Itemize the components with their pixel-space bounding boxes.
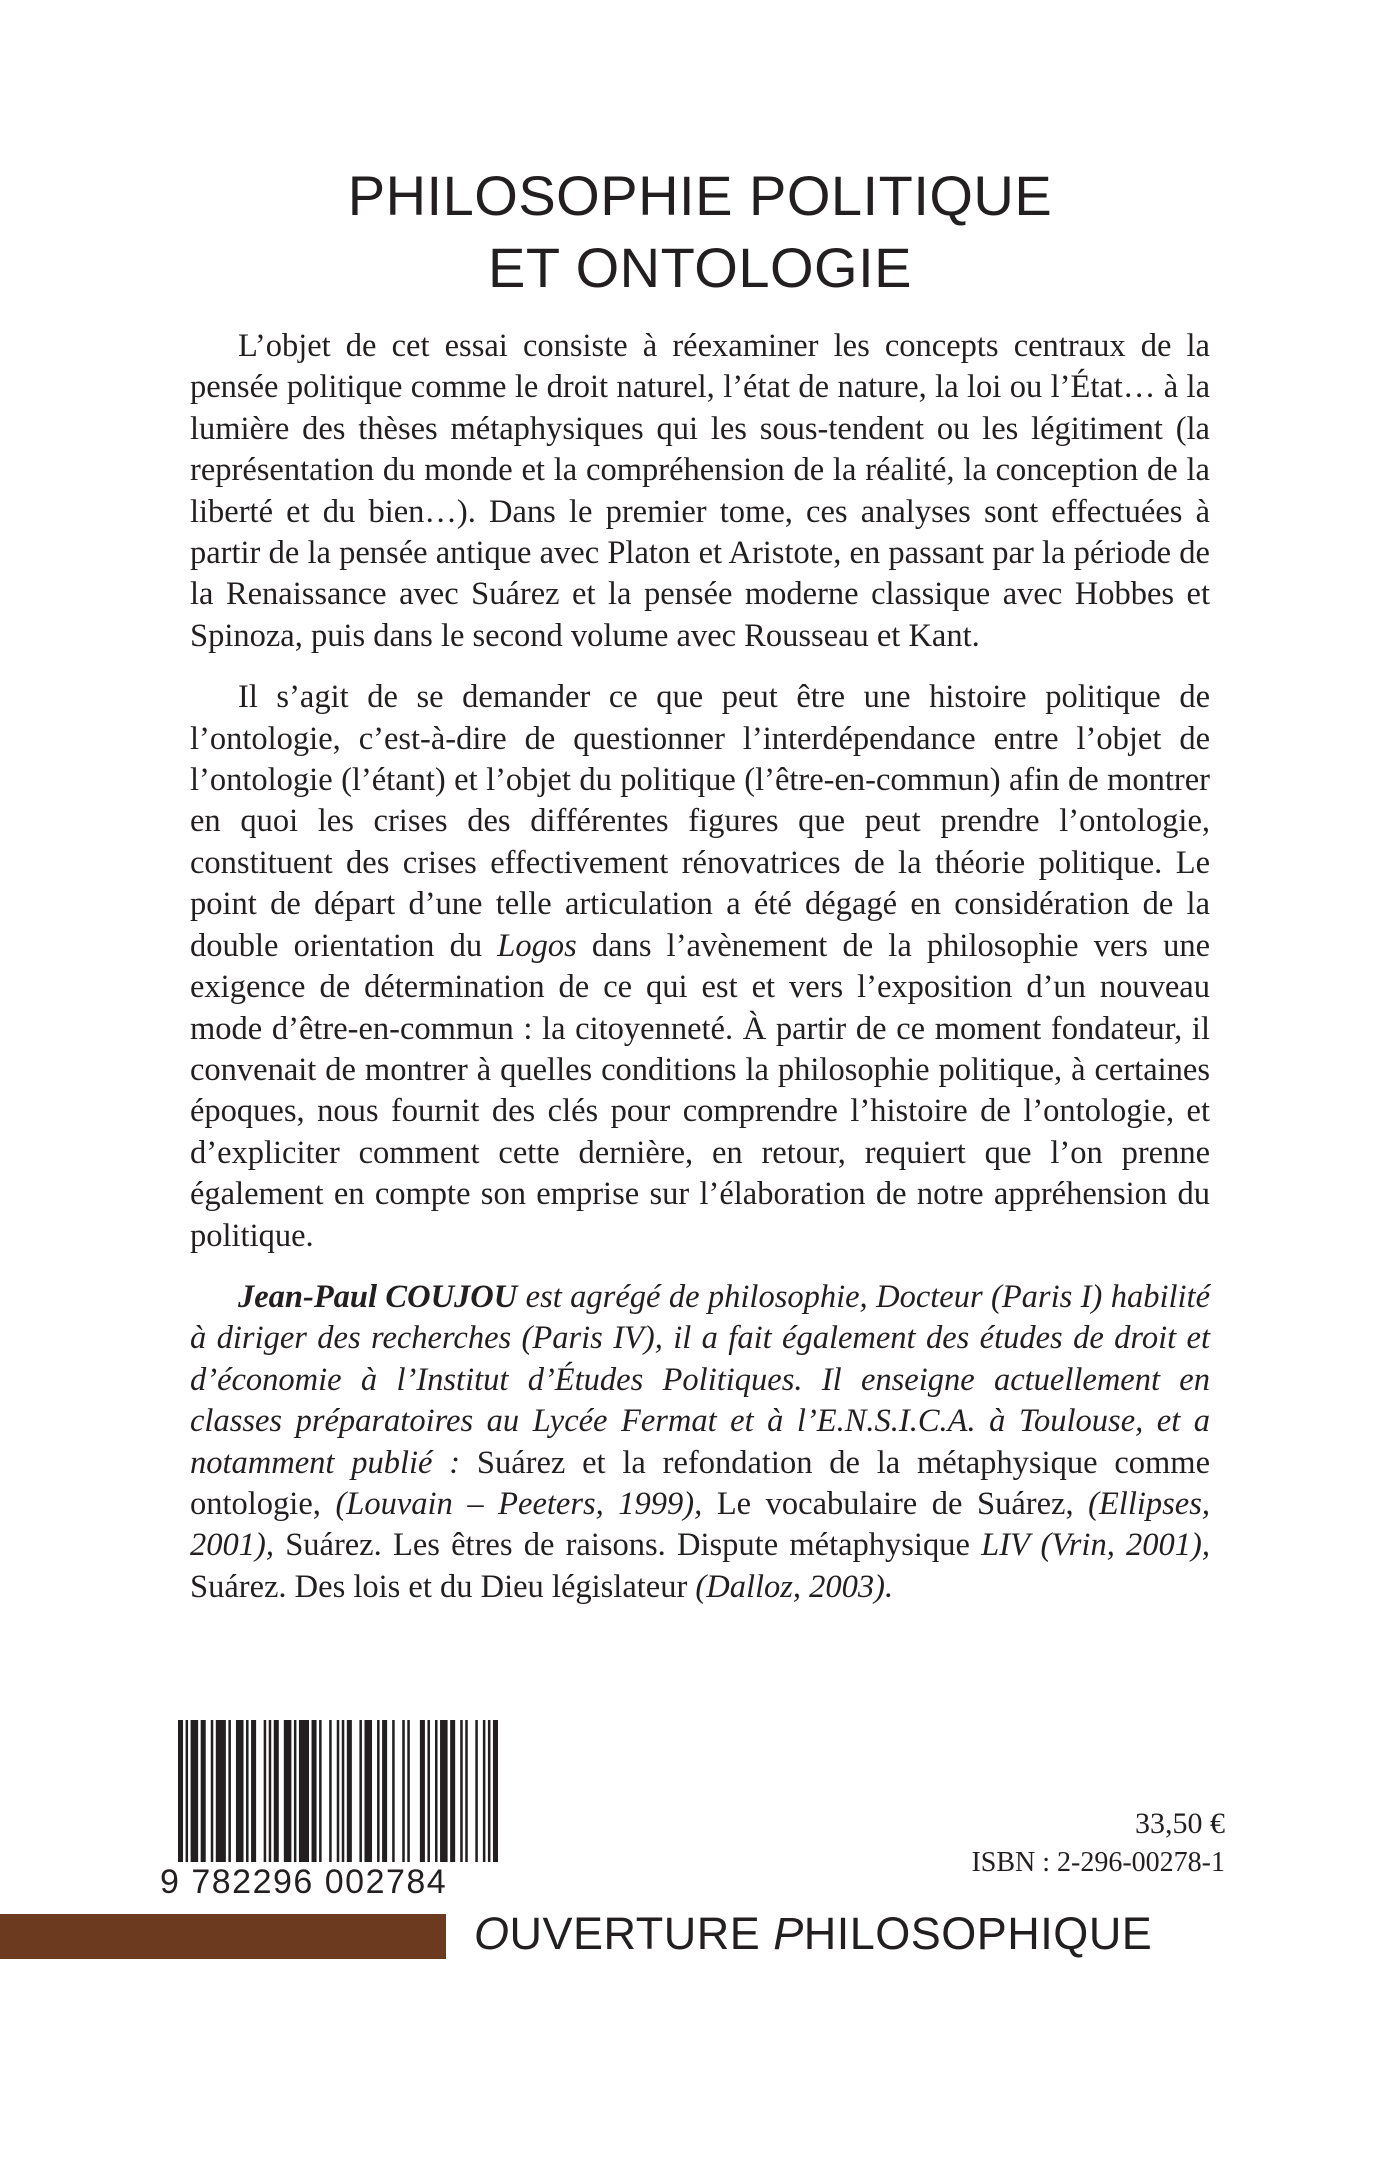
series-initial-o: O: [474, 1908, 510, 1959]
title-line-2: ET ONTOLOGIE: [487, 236, 913, 299]
bio-publisher-3: LIV (Vrin, 2001),: [969, 1527, 1211, 1564]
series-color-bar: [0, 1914, 446, 1959]
bio-publisher-2: (Ellipses, 2001),: [190, 1485, 1210, 1564]
bio-book-2: Le vocabulaire de Suárez,: [716, 1485, 1074, 1522]
bio-book-1: Suárez et la refondation de la métaphysique comme ontologie,: [190, 1444, 1210, 1522]
author-name: Jean-Paul COUJOU: [238, 1278, 518, 1315]
summary-paragraph-2-part-1: Il s’agit de se demander ce que peut être une histoire politique de l’ontologie, c’est-à-dire de questionner l’interdépendance entre l’objet de l’ontologie (l’étant) et l’objet du politique (l’être-en-commun) afin de montrer en quoi les crises des différentes figures que peut prendre l’ontologie, constituent des crises effectivement rénovatrices de la théorie politique. Le point de départ d’une telle articulation a été dégagé en considération de la double orientation du: [190, 679, 1210, 964]
bio-book-3: Suárez. Les êtres de raisons. Dispute métaphysique: [285, 1527, 970, 1564]
bio-publisher-4: (Dalloz, 2003).: [687, 1568, 894, 1605]
series-name: [474, 1906, 1152, 1962]
series-word-1: UVERTURE: [509, 1908, 774, 1959]
bio-text: est agrégé de philosophie, Docteur (Paris I) habilité à diriger des recherches (Paris IV), il a fait également des études de droit et d’économie à l’Institut d’Études Politiques. Il enseigne actuellement en classes préparatoires au Lycée Fermat et à l’E.N.S.I.C.A. à Toulouse, et a notamment publié :: [190, 1278, 1210, 1481]
summary-paragraph-2-part-2: dans l’avènement de la philosophie vers une exigence de détermination de ce qui est et vers l’exposition d’un nouveau mode d’être-en-commun : la citoyenneté. À partir de ce moment fondateur, il convenait de montrer à quelles conditions la philosophie politique, à certaines époques, nous fournit des clés pour comprendre l’histoire de l’ontologie, et d’expliciter comment cette dernière, en retour, requiert que l’on prenne également en compte son emprise sur l’élaboration de notre appréhension du politique.: [190, 927, 1210, 1254]
series-word-2: HILOSOPHIQUE: [803, 1908, 1153, 1959]
book-title: [0, 160, 1400, 304]
logos-term: Logos: [497, 927, 577, 964]
author-bio: [190, 1277, 1210, 1608]
blurb: [190, 326, 1210, 1628]
barcode-icon: [178, 1720, 498, 1862]
isbn: ISBN : 2-296-00278-1: [971, 1847, 1225, 1878]
bio-book-4: Suárez. Des lois et du Dieu législateur: [190, 1568, 688, 1605]
bio-publisher-1: (Louvain – Peeters, 1999),: [320, 1485, 717, 1522]
title-line-1: PHILOSOPHIE POLITIQUE: [347, 164, 1053, 227]
summary-paragraph-2: [190, 677, 1210, 1257]
price: 33,50 €: [1135, 1807, 1225, 1840]
series-initial-p: P: [773, 1908, 804, 1959]
summary-paragraph-1: L’objet de cet essai consiste à réexaminer les concepts centraux de la pensée politique comme le droit naturel, l’état de nature, la loi ou l’État… à la lumière des thèses métaphysiques qui les sous-tendent ou les légitiment (la représentation du monde et la compréhension de la réalité, la conception de la liberté et du bien…). Dans le premier tome, ces analyses sont effectuées à partir de la pensée antique avec Platon et Aristote, en passant par la période de la Renaissance avec Suárez et la pensée moderne classique avec Hobbes et Spinoza, puis dans le second volume avec Rousseau et Kant.: [190, 328, 1210, 654]
barcode-digits: 9 782296 002784: [160, 1863, 448, 1901]
